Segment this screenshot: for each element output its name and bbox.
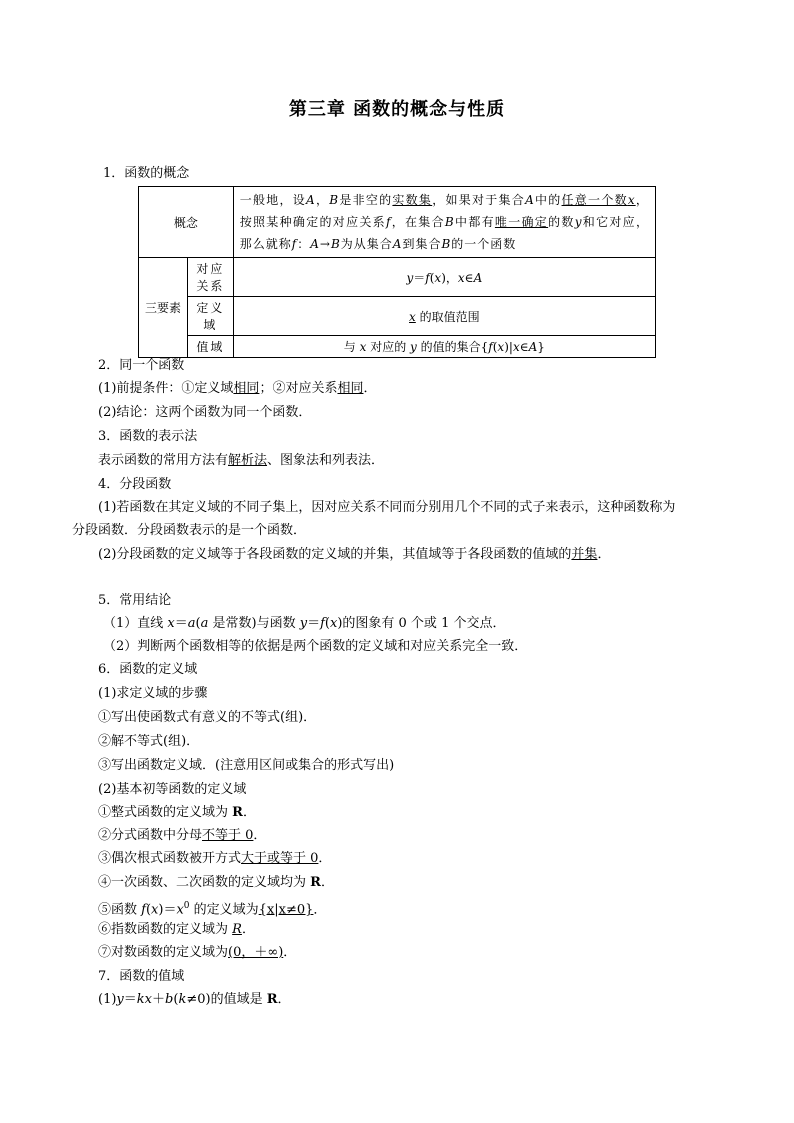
- domain-label: 定义域: [188, 297, 234, 336]
- paragraph-line: ①整式函数的定义域为 R．: [98, 805, 256, 820]
- table-row: [139, 297, 656, 336]
- paragraph-line: ①写出使函数式有意义的不等式(组)．: [98, 710, 317, 725]
- paragraph-line: (1)若函数在其定义域的不同子集上，因对应关系不同而分别用几个不同的式子来表示，这种函数称为: [98, 500, 676, 515]
- paragraph-line: (2)分段函数的定义域等于各段函数的定义域的并集，其值域等于各段函数的值域的并集．: [98, 547, 611, 562]
- paragraph-line: ⑤函数 $f(x)=x^0$ 的定义域为{x|x≠0}．: [98, 901, 327, 918]
- range-value: 与 x 对应的 y 的值的集合{f(x)|x∈A}: [233, 336, 655, 358]
- table-row: [139, 187, 656, 258]
- paragraph-line: 表示函数的常用方法有解析法、图象法和列表法．: [98, 453, 385, 468]
- three-elements-label: 三要素: [139, 258, 188, 358]
- section-heading: 3．函数的表示法: [98, 429, 198, 444]
- mapping-value: y＝f(x)，x∈A: [233, 258, 655, 297]
- section-heading: 7．函数的值域: [98, 969, 185, 984]
- concept-label: 概念: [139, 187, 234, 258]
- paragraph-line: （2）判断两个函数相等的依据是两个函数的定义域和对应关系完全一致．: [103, 639, 528, 654]
- paragraph-line: (1)前提条件：①定义域相同；②对应关系相同．: [98, 381, 377, 396]
- paragraph-line: ③偶次根式函数被开方式大于或等于 0．: [98, 851, 332, 866]
- paragraph-line: ④一次函数、二次函数的定义域均为 R．: [98, 875, 334, 890]
- paragraph-line: (2)基本初等函数的定义域: [98, 782, 247, 797]
- concept-definition: 一般地，设A，B是非空的实数集，如果对于集合A中的任意一个数x，按照某种确定的对应关系f，在集合B中都有唯一确定的数y和它对应，那么就称f：A→B为从集合A到集合B的一个函数: [233, 187, 655, 258]
- section-heading: 2．同一个函数: [98, 358, 185, 373]
- paragraph-line: (1)求定义域的步骤: [98, 686, 208, 701]
- section-heading: 6．函数的定义域: [98, 662, 198, 677]
- function-concept-table: [138, 186, 656, 358]
- paragraph-line: ⑦对数函数的定义域为(0，＋∞)．: [98, 945, 297, 960]
- paragraph-line: ②分式函数中分母不等于 0．: [98, 828, 267, 843]
- range-label: 值域: [188, 336, 234, 358]
- table-row: [139, 258, 656, 297]
- section-heading: 5．常用结论: [98, 593, 172, 608]
- paragraph-line: ③写出函数定义域．(注意用区间或集合的形式写出): [98, 758, 395, 773]
- paragraph-line: 分段函数．分段函数表示的是一个函数．: [72, 523, 307, 538]
- paragraph-line: (1)y＝kx＋b(k≠0)的值域是 R．: [98, 992, 291, 1007]
- section-heading: 1．函数的概念: [103, 166, 190, 181]
- table-row: [139, 336, 656, 358]
- page-title: 第三章 函数的概念与性质: [288, 99, 506, 120]
- paragraph-line: (2)结论：这两个函数为同一个函数．: [98, 405, 312, 420]
- paragraph-line: ⑥指数函数的定义域为 R．: [98, 922, 255, 937]
- paragraph-line: ②解不等式(组)．: [98, 734, 200, 749]
- mapping-label: 对应关系: [188, 258, 234, 297]
- domain-value: x 的取值范围: [233, 297, 655, 336]
- paragraph-line: （1）直线 x＝a(a 是常数)与函数 y＝f(x)的图象有 0 个或 1 个交点．: [103, 616, 506, 631]
- section-heading: 4．分段函数: [98, 477, 172, 492]
